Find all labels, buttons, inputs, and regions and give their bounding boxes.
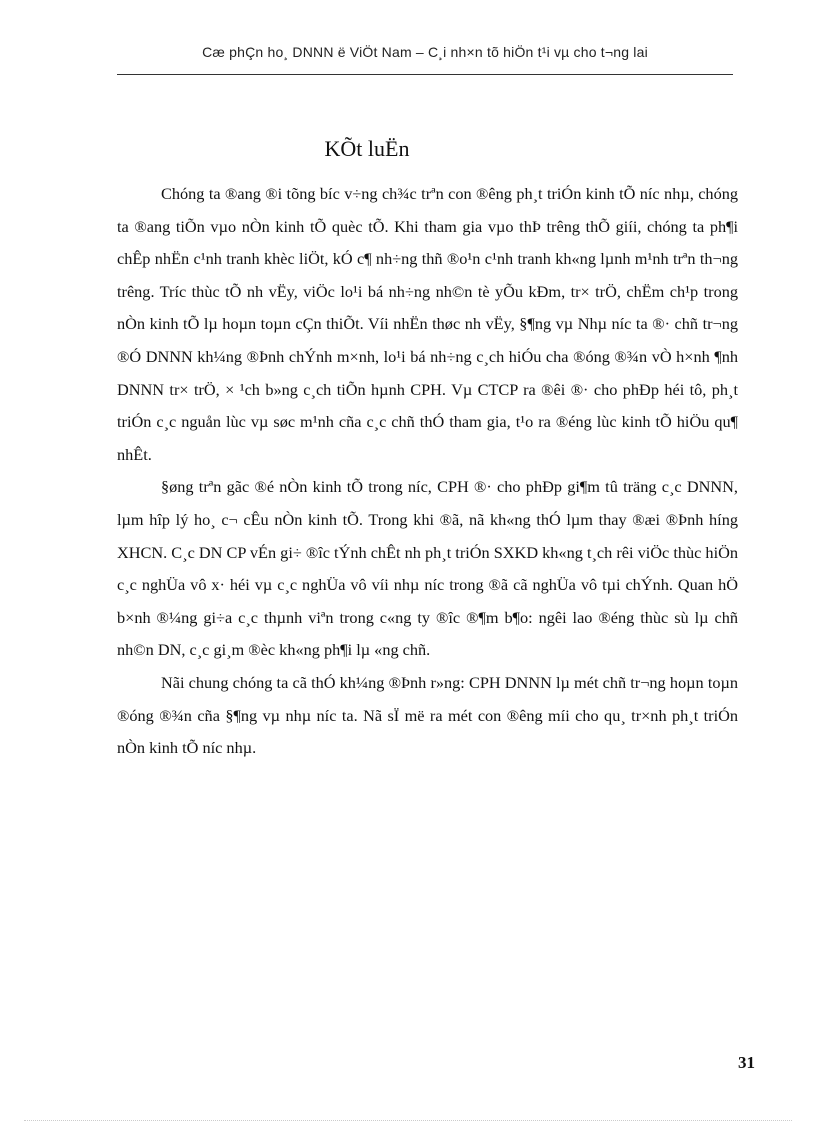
paragraph: §øng trªn gãc ®é nÒn kinh tÕ trong níc, CPH ®· cho phÐp gi¶m tû träng c¸c DNNN, lµm hîp lý ho¸ c¬ cÊu nÒn kinh tÕ. Trong khi ®ã, nã kh«ng thÓ lµm thay ®æi ®Þnh híng XHCN. C¸c DN CP vÉn gi÷ ®îc tÝnh chÊt nh ph¸t triÓn SXKD kh«ng t¸ch rêi viÖc thùc hiÖn c¸c nghÜa vô x· héi vµ c¸c nghÜa vô víi nhµ níc trong ®ã cã nghÜa vô tµi chÝnh. Quan hÖ b×nh ®¼ng gi÷a c¸c thµnh viªn trong c«ng ty ®îc ®¶m b¶o: ngêi lao ®éng thùc sù lµ chñ nh©n DN, c¸c gi¸m ®èc kh«ng ph¶i lµ «ng chñ. [117,477,738,660]
paragraph: Nãi chung chóng ta cã thÓ kh¼ng ®Þnh r»ng: CPH DNNN lµ mét chñ tr¬ng hoµn toµn ®óng ®¾n cña §¶ng vµ nhµ níc ta. Nã sÏ më ra mét con ®êng míi cho qu¸ tr×nh ph¸t triÓn nÒn kinh tÕ níc nhµ. [117,672,738,758]
body-text [117,178,738,765]
header-divider [117,74,733,75]
paragraph: Chóng ta ®ang ®i tõng bíc v÷ng ch¾c trªn con ®êng ph¸t triÓn kinh tÕ níc nhµ, chóng ta ®ang tiÕn vµo nÒn kinh tÕ quèc tÕ. Khi tham gia vµo thÞ trêng thÕ giíi, chóng ta ph¶i chÊp nhËn c¹nh tranh khèc liÖt, kÓ c¶ nh÷ng thñ ®o¹n c¹nh tranh kh«ng lµnh m¹nh trªn th¬ng trêng. Tríc thùc tÕ nh vËy, viÖc lo¹i bá nh÷ng nh©n tè yÕu kÐm, tr× trÖ, chËm ch¹p trong nÒn kinh tÕ lµ hoµn toµn cÇn thiÕt. Víi nhËn thøc nh vËy, §¶ng vµ Nhµ níc ta ®· chñ tr¬ng ®Ó DNNN kh¼ng ®Þnh chÝnh m×nh, lo¹i bá nh÷ng c¸ch hiÓu cha ®óng ®¾n vÒ h×nh ¶nh DNNN tr× trÖ, × ¹ch b»ng c¸ch tiÕn hµnh CPH. Vµ CTCP ra ®êi ®· cho phÐp héi tô, ph¸t triÓn c¸c nguån lùc vµ søc m¹nh cña c¸c chñ thÓ tham gia, t¹o ra ®éng lùc kinh tÕ hiÖu qu¶ nhÊt. [117,184,738,464]
page-number: 31 [738,1053,755,1072]
page-bottom-edge [24,1120,792,1121]
section-title: KÕt luËn [324,136,410,161]
running-header: Cæ phÇn ho¸ DNNN ë ViÖt Nam – C¸i nh×n tõ hiÖn t¹i vµ cho t¬ng lai [202,44,648,60]
